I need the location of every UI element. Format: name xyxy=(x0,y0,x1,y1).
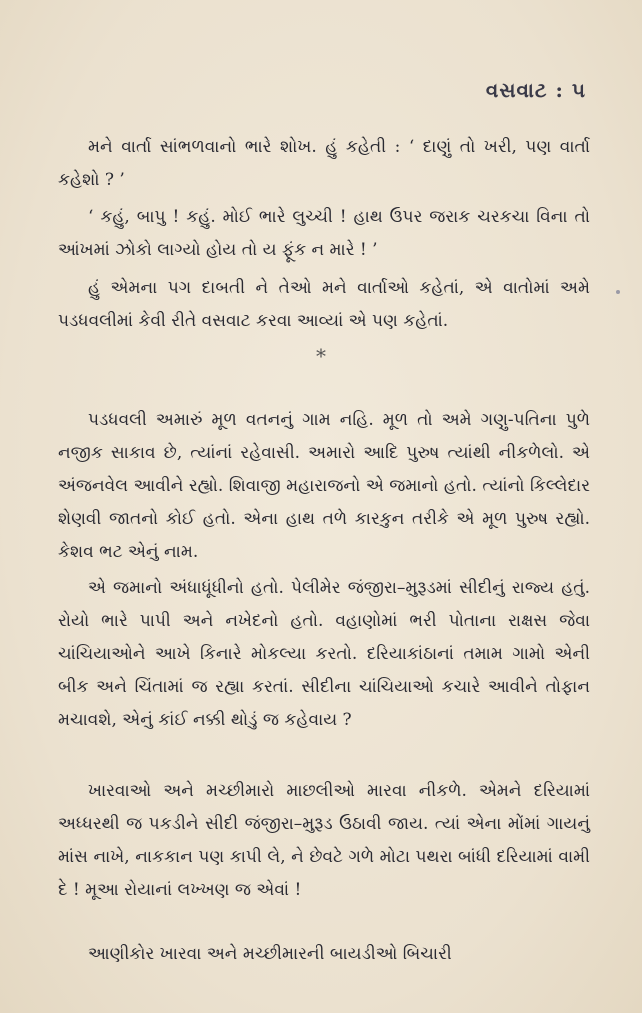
paragraph-2: ‘ કહું, બાપુ ! કહું. મોઈ ભારે લુચ્ચી ! હાથ ઉપર જરાક ચરકચા વિના તો આંખમાં ઝોકો લાગ્યો હોય તો ય ફૂંક ન મારે ! ’ xyxy=(58,207,590,260)
paragraph-5: એ જમાનો અંધાધૂંધીનો હતો. પેલીમેર જંજીરા–મુરૂડમાં સીદીનું રાજ્ય હતું. રોયો ભારે પાપી અને નખેદનો હતો. વહાણોમાં ભરી પોતાના રાક્ષસ જેવા ચાંચિયાઓને આખે કિનારે મોકલ્યા કરતો. દરિયાકાંઠાનાં તમામ ગામો એની બીક અને ચિંતામાં જ રહ્યા કરતાં. સીદીના ચાંચિયાઓ કચારે આવીને તોફાન મચાવશે, એનું કાંઈ નક્કી થોડું જ કહેવાય ? xyxy=(58,578,590,730)
running-header: વસવાટ : ૫ xyxy=(485,78,586,102)
margin-mark xyxy=(616,290,620,294)
paragraph-4: પડધવલી અમારું મૂળ વતનનું ગામ નહિ. મૂળ તો અમે ગણુ-પતિના પુળે નજીક સાકાવ છે, ત્યાંનાં રહેવાસી. અમારો આદિ પુરુષ ત્યાંથી નીકળેલો. એ અંજનવેલ આવીને રહ્યો. શિવાજી મહારાજનો એ જમાનો હતો. ત્યાંનો કિલ્લેદાર શેણવી જાતનો કોઈ હતો. એના હાથ તળે કારકુન તરીકે એ મૂળ પુરુષ રહ્યો. કેશવ ભટ એનું નામ. xyxy=(58,410,590,562)
paragraph-7: આણીકોર ખારવા અને મચ્છીમારની બાયડીઓ બિચારી xyxy=(88,944,452,964)
paragraph-3: હું એમના પગ દાબતી ને તેઓ મને વાર્તાઓ કહેતાં, એ વાતોમાં અમે પડધવલીમાં કેવી રીતે વસવાટ કરવા આવ્યાં એ પણ કહેતાં. xyxy=(58,278,590,331)
paragraph-1: મને વાર્તા સાંભળવાનો ભારે શોખ. હું કહેતી : ‘ દાણું તો ખરી, પણ વાર્તા કહેશો ? ’ xyxy=(58,137,590,190)
section-separator: * xyxy=(316,344,326,368)
paragraph-6: ખારવાઓ અને મચ્છીમારો માછલીઓ મારવા નીકળે. એમને દરિયામાં અધ્ધરથી જ પકડીને સીદી જંજીરા–મુરૂડ ઉઠાવી જાય. ત્યાં એના મોંમાં ગાયનું માંસ નાખે, નાકકાન પણ કાપી લે, ને છેવટે ગળે મોટા પથરા બાંધી દરિયામાં વામી દે ! મૂઆ રોયાનાં લખ્ખણ જ એવાં ! xyxy=(58,781,590,900)
